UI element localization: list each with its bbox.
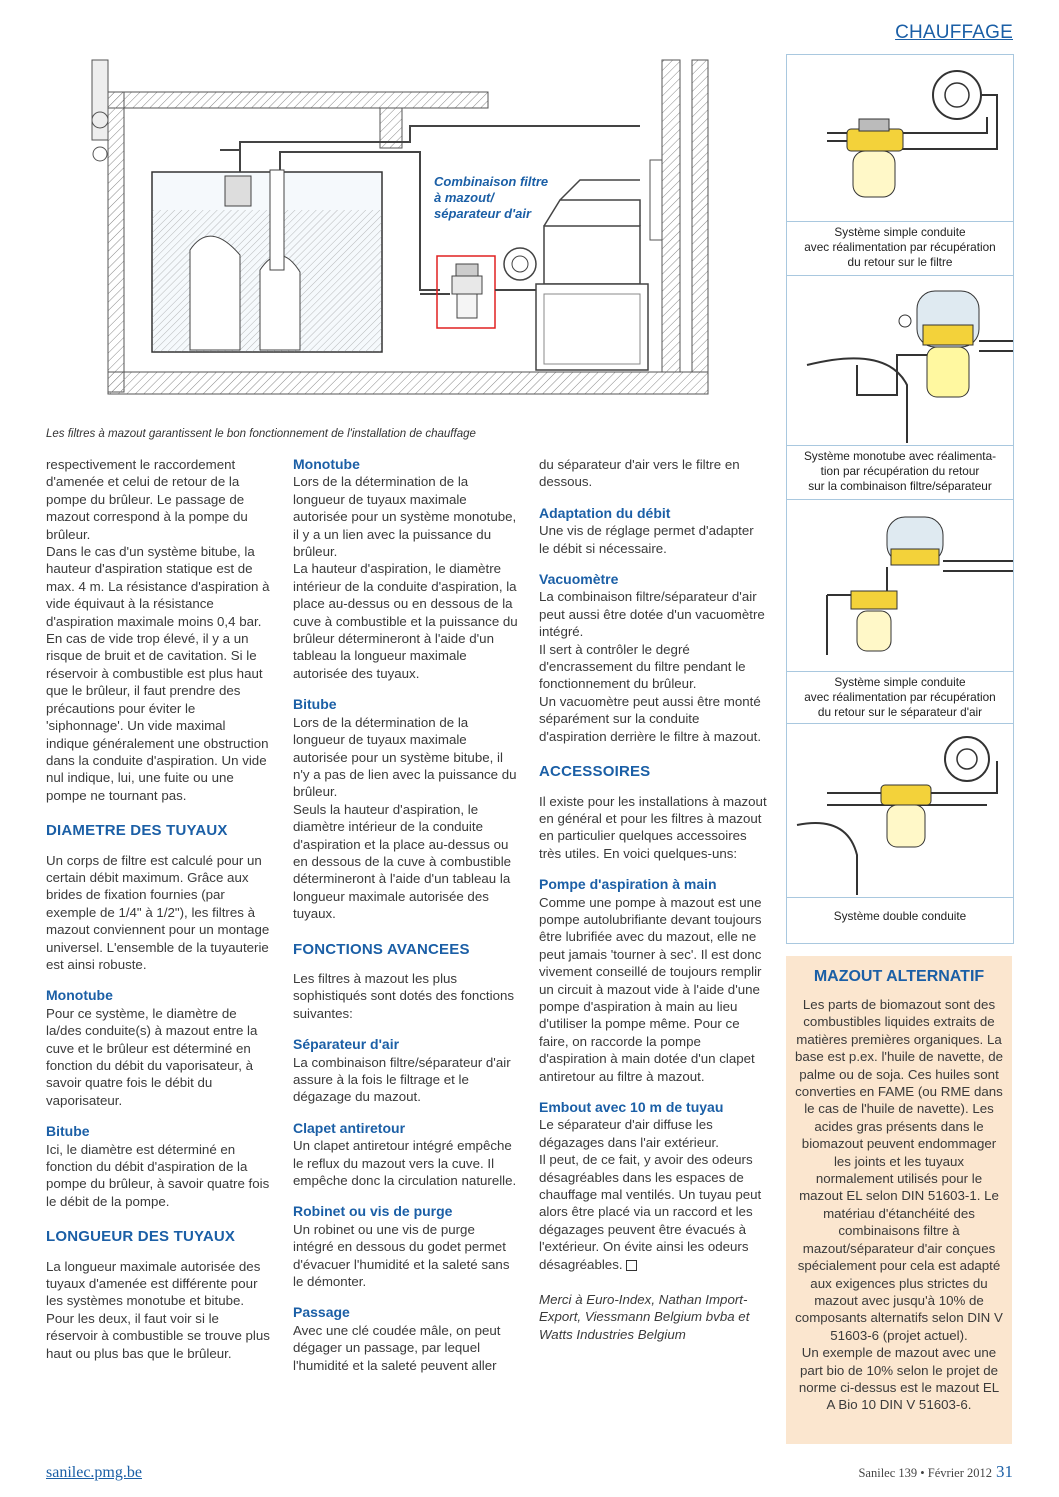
- thanks-note: Merci à Euro-Index, Nathan Import-Export, Viessmann Belgium bvba et Watts Industries Belgium: [539, 1292, 750, 1342]
- issue-label: Sanilec 139 • Février 2012: [858, 1466, 992, 1480]
- diagram-simple-separateur: [827, 517, 1013, 655]
- divider: [787, 897, 1013, 898]
- heading-embout: Embout avec 10 m de tuyau: [539, 1099, 724, 1115]
- divider: [787, 671, 1013, 672]
- paragraph: Seuls la hauteur d'aspiration, le diamètre intérieur de la conduite d'aspiration et la place au-dessus ou en dessous de la cuve à combustible détermineront à l'aide d'un tableau la longueur maximale autorisée des tuyaux.: [293, 801, 512, 922]
- paragraph: Un robinet ou une vis de purge intégré en dessous du godet permet d'évacuer l'humidité et la saleté sans le démonter.: [293, 1221, 510, 1290]
- paragraph: Un corps de filtre est calculé pour un certain débit maximum. Grâce aux brides de fixation fournies (par exemple de 1/4" à 1/2"), les filtres à mazout conviennent pour un montage universel. L'ensemble de la tuyauterie est ainsi robuste.: [46, 852, 270, 972]
- divider: [787, 221, 1013, 222]
- paragraph: Il existe pour les installations à mazout en général et pour les filtres à mazout en particulier quelques accessoires très utiles. En voici quelques-uns:: [539, 793, 767, 861]
- paragraph: Il sert à contrôler le degré d'encrassement du filtre pendant le fonctionnement du brûleur.: [539, 641, 746, 692]
- paragraph: Lors de la détermination de la longueur de tuyaux maximale autorisée pour un système bitube, il n'y a pas de lien avec la puissance du brûleur.: [293, 714, 517, 800]
- heading-pompe: Pompe d'aspiration à main: [539, 876, 717, 893]
- installation-diagram: [80, 50, 720, 426]
- paragraph: Ici, le diamètre est déterminé en fonction du débit d'aspiration de la pompe du brûleur, à savoir quatre fois le débit de la pompe.: [46, 1141, 270, 1209]
- section-tag: CHAUFFAGE: [895, 22, 1013, 43]
- paragraph: [539, 1151, 767, 1273]
- divider: [787, 445, 1013, 446]
- paragraph: Les parts de biomazout sont des combustibles liquides extraits de matières premières organiques. La base est p.ex. l'huile de navette, de palme ou de soja. Ces huiles sont converties en FAME (ou RME dans le cas de l'huile de navette). Les acides gras présents dans le biomazout peuvent endommager les joints et les tuyaux normalement utilisés pour le mazout EL selon DIN 51603-1. Le matériau d'étanchéité des combinaisons filtre à mazout/séparateur d'air conçues spécialement pour cela est adapté aux exigences plus strictes du mazout avec jusqu'à 10% de composants alternatifs selon DIN V 51603-6 (projet actuel).: [794, 997, 1004, 1343]
- heading-adaptation: Adaptation du débit: [539, 504, 671, 521]
- paragraph: Les filtres à mazout les plus sophistiqués sont dotés des fonctions suivantes:: [293, 970, 515, 1021]
- heading-diametre: DIAMETRE DES TUYAUX: [46, 822, 228, 840]
- caption-simple-separateur: Système simple conduite avec réalimentation par récupération du retour sur le séparateur d'air: [804, 675, 996, 719]
- heading-accessoires: ACCESSOIRES: [539, 763, 651, 781]
- heading-passage: Passage: [293, 1304, 350, 1321]
- footer-site-link[interactable]: sanilec.pmg.be: [46, 1464, 142, 1481]
- paragraph-text: Il peut, de ce fait, y avoir des odeurs désagréables dans les espaces de chauffage mal ventilés. Un tuyau peut alors être placé via un raccord et les dégazages peuvent être évacués à l'extérieur. On évite ainsi les odeurs désagréables.: [539, 1152, 762, 1272]
- footer-issue: [858, 1462, 1013, 1482]
- paragraph: Un clapet antiretour intégré empêche le reflux du mazout vers la cuve. Il empêche donc la circulation naturelle.: [293, 1138, 517, 1189]
- paragraph: La longueur maximale autorisée des tuyaux d'amenée est différente pour les systèmes monotube et bitube.: [46, 1258, 261, 1309]
- paragraph: Lors de la détermination de la longueur de tuyaux maximale autorisée pour un système monotube, il y a un lien avec la puissance du brûleur.: [293, 474, 517, 560]
- page-number: 31: [996, 1462, 1013, 1481]
- heading-monotube: Monotube: [293, 456, 360, 472]
- heading-bitube: Bitube: [293, 696, 337, 713]
- caption-monotube: Système monotube avec réalimenta- tion par récupération du retour sur la combinaison filtre/séparateur: [803, 449, 997, 493]
- heading-bitube: Bitube: [46, 1123, 90, 1140]
- column-3: [539, 456, 767, 1343]
- heading-vacuometre: Vacuomètre: [539, 571, 619, 588]
- sidebar-diagrams: [786, 54, 1014, 944]
- figure-caption: Les filtres à mazout garantissent le bon fonctionnement de l'installation de chauffage: [46, 428, 476, 440]
- diagram-callout: Combinaison filtre à mazout/ séparateur d'air: [434, 174, 549, 221]
- paragraph: La combinaison filtre/séparateur d'air peut aussi être dotée d'un vacuomètre intégré.: [539, 589, 765, 640]
- caption-double: Système double conduite: [833, 909, 967, 923]
- diagram-monotube: [807, 291, 1013, 443]
- divider: [787, 275, 1013, 276]
- paragraph: Dans le cas d'un système bitube, la hauteur d'aspiration statique est de max. 4 m. La résistance d'aspiration à vide équivaut à la résistance d'aspiration maximale moins 0,4 bar. En cas de vide trop élevé, il y a un risque de bruit et de cavitation. Si le réservoir à combustible est plus haut que le brûleur, il faut prendre des précautions pour éviter le 'siphonnage'. Un vide maximal indique généralement une obstruction dans la conduite d'aspiration. Un vide nul indique, lui, une fuite ou une pompe ne tournant pas.: [46, 544, 270, 803]
- heading-clapet: Clapet antiretour: [293, 1119, 406, 1136]
- divider: [787, 723, 1013, 724]
- heading-longueur: LONGUEUR DES TUYAUX: [46, 1228, 236, 1246]
- paragraph: Un exemple de mazout avec une part bio de 10% selon le projet de norme ci-dessus est le mazout EL A Bio 10 DIN V 51603-6.: [798, 1345, 1000, 1413]
- heading-separateur: Séparateur d'air: [293, 1036, 400, 1053]
- heading-robinet: Robinet ou vis de purge: [293, 1203, 453, 1220]
- divider: [787, 499, 1013, 500]
- alt-text: [794, 996, 1004, 1414]
- caption-simple-filtre: Système simple conduite avec réalimentation par récupération du retour sur le filtre: [804, 225, 996, 269]
- diagram-simple-filtre: [827, 71, 997, 197]
- paragraph: Comme une pompe à mazout est une pompe autolubrifiante devant toujours être lubrifiée avec du mazout, elle ne peut jamais 'tourner à sec'. Il est donc vivement conseillé de toujours remplir un circuit à mazout vide à l'aide d'une pompe d'aspiration à main au lieu d'utiliser la pompe même. Pour ce faire, on raccorde la pompe d'aspiration à main dotée d'un clapet antiretour au filtre à mazout.: [539, 894, 762, 1084]
- heading-fonctions: FONCTIONS AVANCEES: [293, 940, 470, 958]
- paragraph: Avec une clé coudée mâle, on peut dégager un passage, par lequel l'humidité et la saleté peuvent aller: [293, 1322, 501, 1373]
- paragraph: Pour les deux, il faut voir si le réservoir à combustible se trouve plus haut ou plus bas que le brûleur.: [46, 1310, 270, 1361]
- diagram-double: [797, 737, 997, 895]
- paragraph: du séparateur d'air vers le filtre en dessous.: [539, 457, 740, 490]
- paragraph: respectivement le raccordement d'amenée et celui de retour de la pompe du brûleur. Le passage de mazout correspond à la pompe du brûleur.: [46, 457, 248, 542]
- paragraph: La hauteur d'aspiration, le diamètre intérieur de la conduite d'aspiration, la place au-dessus ou en dessous de la cuve à combustible et la puissance du brûleur détermineront à l'aide d'un tableau la longueur maximale autorisée des tuyaux.: [293, 561, 518, 681]
- heading-monotube: Monotube: [46, 987, 113, 1004]
- mazout-alternatif-box: [786, 956, 1012, 1444]
- end-square-icon: [626, 1260, 637, 1271]
- column-1: [46, 456, 272, 1362]
- paragraph: Une vis de réglage permet d'adapter le débit si nécessaire.: [539, 523, 754, 556]
- paragraph: Un vacuomètre peut aussi être monté séparément sur la conduite d'aspiration derrière le filtre à mazout.: [539, 693, 762, 744]
- alt-title: MAZOUT ALTERNATIF: [813, 968, 985, 985]
- paragraph: Pour ce système, le diamètre de la/des conduite(s) à mazout entre la cuve et le brûleur est déterminé en fonction du débit du vaporisateur, à savoir quatre fois le débit du vaporisateur.: [46, 1005, 258, 1108]
- paragraph: Le séparateur d'air diffuse les dégazages dans l'air extérieur.: [539, 1117, 719, 1150]
- column-2: [293, 456, 519, 1374]
- paragraph: La combinaison filtre/séparateur d'air assure à la fois le filtrage et le dégazage du mazout.: [293, 1054, 511, 1105]
